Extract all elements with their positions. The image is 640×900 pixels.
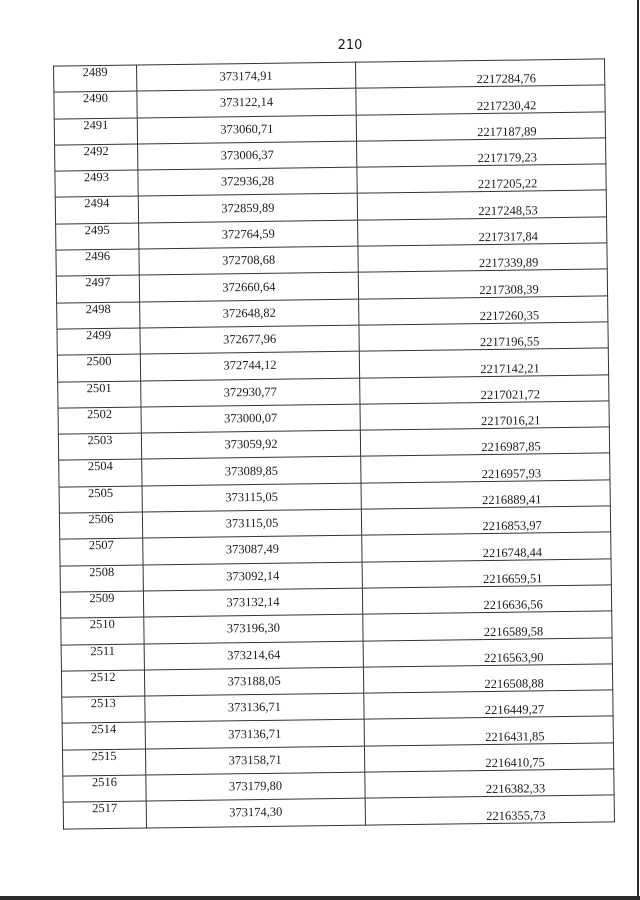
y-coordinate-value: 2216853,97	[482, 518, 542, 534]
point-number-cell: 2517	[63, 801, 146, 828]
x-coordinate-cell: 373006,37	[138, 141, 357, 170]
y-coordinate-cell	[360, 427, 609, 457]
x-coordinate-cell: 373059,92	[141, 430, 360, 459]
y-coordinate-cell	[363, 611, 612, 641]
page-number: 210	[337, 38, 363, 53]
x-coordinate-cell: 373122,14	[137, 88, 356, 117]
point-number-cell: 2506	[59, 512, 142, 539]
point-number-cell: 2494	[55, 197, 138, 224]
x-coordinate-cell: 373174,30	[146, 798, 365, 827]
y-coordinate-value: 2217016,21	[480, 413, 541, 429]
y-coordinate-value: 2216589,58	[483, 623, 544, 639]
y-coordinate-value: 2216410,75	[485, 755, 545, 771]
y-coordinate-value: 2217260,35	[479, 308, 540, 324]
point-number-cell: 2508	[60, 565, 143, 592]
coordinates-table-container	[53, 58, 615, 829]
point-number-cell: 2503	[58, 433, 141, 460]
y-coordinate-cell	[363, 664, 612, 694]
y-coordinate-cell	[365, 769, 614, 799]
point-number-cell: 2516	[63, 775, 146, 802]
x-coordinate-cell: 373089,85	[142, 457, 361, 486]
y-coordinate-value: 2217021,72	[480, 387, 541, 402]
x-coordinate-cell: 373188,05	[144, 667, 363, 696]
y-coordinate-cell	[356, 59, 605, 89]
point-number-cell: 2493	[55, 170, 138, 197]
y-coordinate-value: 2216382,33	[485, 781, 546, 797]
scan-edge-bottom	[0, 896, 640, 900]
coordinates-table-body	[54, 59, 615, 829]
y-coordinate-cell	[361, 453, 610, 483]
y-coordinate-cell	[356, 85, 605, 115]
x-coordinate-cell: 372648,82	[140, 299, 359, 328]
y-coordinate-value: 2216748,44	[482, 544, 543, 560]
y-coordinate-value: 2216449,27	[484, 702, 545, 718]
point-number-cell: 2495	[56, 223, 139, 250]
x-coordinate-cell: 373179,80	[146, 772, 365, 801]
x-coordinate-cell: 372677,96	[140, 325, 359, 354]
x-coordinate-cell: 373092,14	[143, 562, 362, 591]
y-coordinate-value: 2216659,51	[483, 571, 543, 586]
x-coordinate-cell: 373214,64	[144, 641, 363, 670]
point-number-cell: 2512	[61, 670, 144, 697]
y-coordinate-value: 2216431,85	[485, 728, 545, 744]
y-coordinate-cell	[360, 401, 609, 431]
y-coordinate-cell	[362, 559, 611, 589]
y-coordinate-value: 2216508,88	[484, 676, 544, 692]
y-coordinate-cell	[362, 532, 611, 562]
x-coordinate-cell: 372660,64	[139, 273, 358, 302]
y-coordinate-cell	[358, 269, 607, 299]
x-coordinate-cell: 373115,05	[142, 509, 361, 538]
y-coordinate-cell	[364, 690, 613, 720]
y-coordinate-cell	[364, 743, 613, 773]
point-number-cell: 2513	[62, 696, 145, 723]
y-coordinate-cell	[361, 506, 610, 536]
x-coordinate-cell: 373136,71	[145, 693, 364, 722]
x-coordinate-cell: 373136,71	[145, 720, 364, 749]
point-number-cell: 2504	[59, 459, 142, 486]
x-coordinate-cell: 373060,71	[137, 115, 356, 144]
x-coordinate-cell: 372708,68	[139, 246, 358, 275]
y-coordinate-cell	[357, 190, 606, 220]
y-coordinate-cell	[357, 164, 606, 194]
y-coordinate-cell	[363, 637, 612, 667]
x-coordinate-cell: 373087,49	[143, 535, 362, 564]
x-coordinate-cell: 372936,28	[138, 167, 357, 196]
y-coordinate-value: 2217205,22	[477, 176, 538, 192]
y-coordinate-value: 2217179,23	[477, 150, 538, 166]
y-coordinate-value: 2217230,42	[476, 97, 537, 113]
x-coordinate-cell: 372859,89	[138, 194, 357, 223]
y-coordinate-cell	[359, 322, 608, 352]
point-number-cell: 2491	[54, 118, 137, 145]
y-coordinate-cell	[356, 112, 605, 142]
point-number-cell: 2502	[58, 407, 141, 434]
y-coordinate-value: 2217196,55	[479, 334, 540, 350]
point-number-cell: 2501	[58, 381, 141, 408]
x-coordinate-cell: 373115,05	[142, 483, 361, 512]
y-coordinate-cell	[362, 585, 611, 615]
y-coordinate-cell	[364, 716, 613, 746]
point-number-cell: 2510	[61, 617, 144, 644]
y-coordinate-value: 2217317,84	[478, 229, 539, 245]
y-coordinate-cell	[358, 243, 607, 273]
y-coordinate-value: 2217308,39	[479, 281, 539, 297]
point-number-cell: 2490	[54, 91, 137, 118]
point-number-cell: 2498	[57, 302, 140, 329]
coordinates-table	[53, 58, 615, 829]
point-number-cell: 2511	[61, 644, 144, 671]
y-coordinate-cell	[357, 138, 606, 168]
y-coordinate-cell	[361, 480, 610, 510]
y-coordinate-value: 2216355,73	[486, 807, 546, 823]
y-coordinate-value: 2217284,76	[476, 71, 537, 87]
point-number-cell: 2515	[62, 749, 145, 776]
y-coordinate-value: 2216563,90	[484, 650, 544, 665]
point-number-cell: 2489	[54, 65, 137, 92]
point-number-cell: 2492	[55, 144, 138, 171]
x-coordinate-cell: 373196,30	[144, 614, 363, 643]
x-coordinate-cell: 373000,07	[141, 404, 360, 433]
y-coordinate-cell	[360, 374, 609, 404]
point-number-cell: 2499	[57, 328, 140, 355]
point-number-cell: 2505	[59, 486, 142, 513]
point-number-cell: 2497	[56, 275, 139, 302]
scan-edge-right	[637, 0, 639, 900]
y-coordinate-value: 2216987,85	[481, 439, 541, 455]
y-coordinate-value: 2217248,53	[478, 203, 538, 218]
y-coordinate-value: 2216957,93	[481, 466, 542, 481]
x-coordinate-cell: 373158,71	[145, 746, 364, 775]
x-coordinate-cell: 373174,91	[137, 62, 356, 91]
y-coordinate-cell	[359, 296, 608, 326]
y-coordinate-value: 2216636,56	[483, 597, 543, 613]
y-coordinate-value: 2217187,89	[477, 124, 537, 139]
x-coordinate-cell: 373132,14	[143, 588, 362, 617]
y-coordinate-cell	[358, 217, 607, 247]
point-number-cell: 2507	[60, 538, 143, 565]
x-coordinate-cell: 372930,77	[141, 378, 360, 407]
y-coordinate-value: 2217339,89	[478, 255, 539, 271]
point-number-cell: 2509	[60, 591, 143, 618]
x-coordinate-cell: 372744,12	[140, 351, 359, 380]
y-coordinate-value: 2217142,21	[480, 360, 540, 376]
y-coordinate-value: 2216889,41	[481, 492, 542, 508]
y-coordinate-cell	[365, 795, 614, 825]
y-coordinate-cell	[359, 348, 608, 378]
point-number-cell: 2514	[62, 722, 145, 749]
x-coordinate-cell: 372764,59	[139, 220, 358, 249]
point-number-cell: 2500	[57, 354, 140, 381]
point-number-cell: 2496	[56, 249, 139, 276]
